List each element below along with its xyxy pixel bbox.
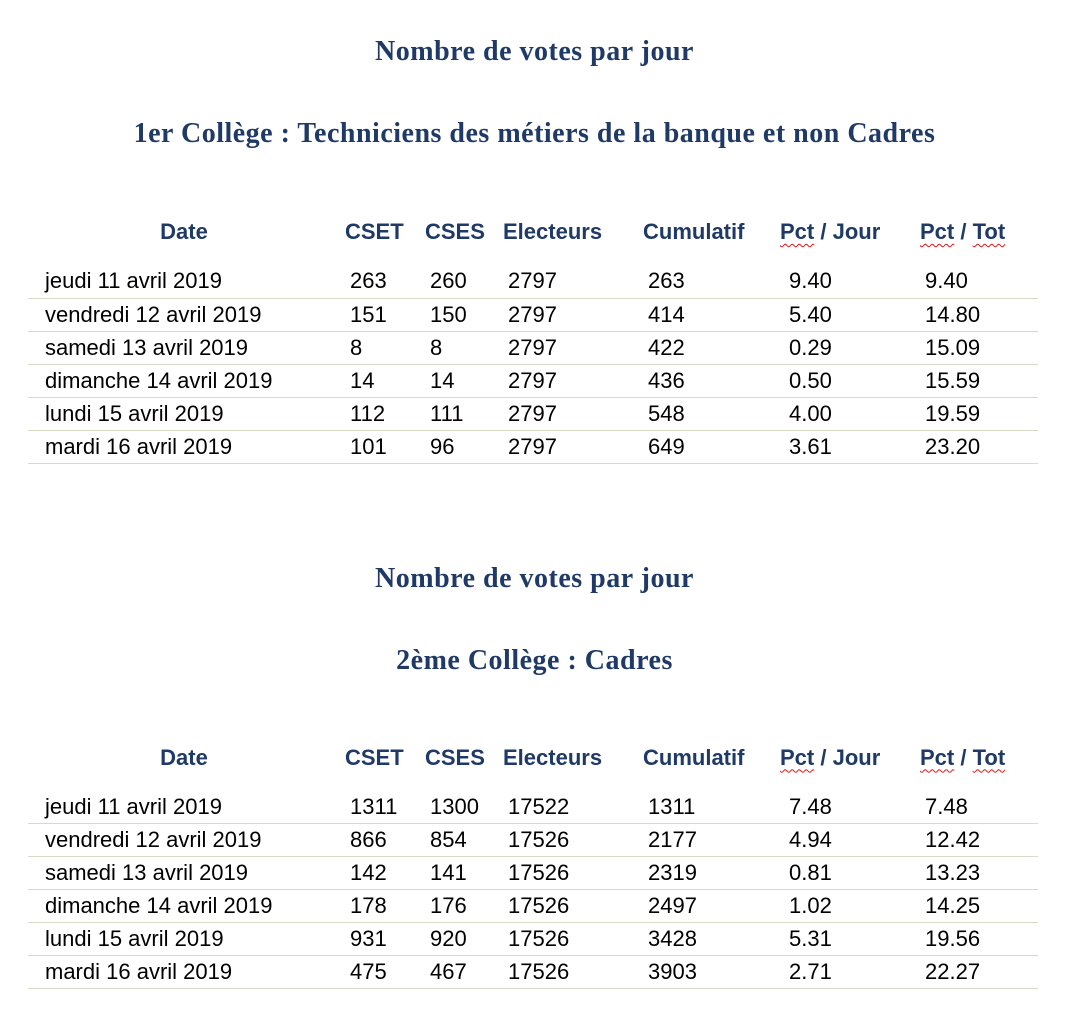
cumulatif-cell: 2177 — [638, 824, 775, 857]
pct-tot-cell: 12.42 — [915, 824, 1038, 857]
table-row — [28, 430, 1038, 463]
electeurs-cell: 2797 — [498, 331, 638, 364]
cumulatif-cell: 3428 — [638, 923, 775, 956]
pct-jour-cell: 4.00 — [775, 397, 915, 430]
column-header-cumulatif — [638, 736, 775, 791]
cset-cell: 8 — [340, 331, 420, 364]
cset-cell: 112 — [340, 397, 420, 430]
pct-jour-cell: 1.02 — [775, 890, 915, 923]
pct-tot-cell: 23.20 — [915, 430, 1038, 463]
column-header-pct-jour — [775, 210, 915, 265]
cses-cell: 176 — [420, 890, 498, 923]
header-text: Cumulatif — [643, 744, 745, 770]
column-header-electeurs — [498, 210, 638, 265]
electeurs-cell: 17526 — [498, 923, 638, 956]
pct-jour-cell: 5.40 — [775, 298, 915, 331]
cumulatif-cell: 414 — [638, 298, 775, 331]
cset-cell: 178 — [340, 890, 420, 923]
pct-tot-cell: 15.09 — [915, 331, 1038, 364]
cses-cell: 141 — [420, 857, 498, 890]
table-header-row — [28, 736, 1038, 791]
pct-jour-cell: 9.40 — [775, 265, 915, 298]
date-cell: vendredi 12 avril 2019 — [28, 824, 340, 857]
pct-tot-cell: 15.59 — [915, 364, 1038, 397]
cses-cell: 8 — [420, 331, 498, 364]
header-text: Cumulatif — [643, 219, 745, 244]
cses-cell: 920 — [420, 923, 498, 956]
misspelled-word: Pct — [780, 744, 815, 770]
table-row — [28, 298, 1038, 331]
column-header-electeurs — [498, 736, 638, 791]
date-cell: samedi 13 avril 2019 — [28, 857, 340, 890]
date-cell: samedi 13 avril 2019 — [28, 331, 340, 364]
pct-jour-cell: 2.71 — [775, 956, 915, 989]
table-row — [28, 265, 1038, 298]
header-text: Date — [160, 219, 208, 244]
electeurs-cell: 17522 — [498, 791, 638, 824]
pct-jour-cell: 0.50 — [775, 364, 915, 397]
column-header-cset — [340, 736, 420, 791]
cset-cell: 142 — [340, 857, 420, 890]
header-text: / Jour — [814, 744, 881, 770]
pct-jour-cell: 7.48 — [775, 791, 915, 824]
table-row — [28, 331, 1038, 364]
header-text: Date — [160, 744, 208, 770]
column-header-date — [28, 210, 340, 265]
cumulatif-cell: 2319 — [638, 857, 775, 890]
electeurs-cell: 2797 — [498, 364, 638, 397]
table-header-row — [28, 210, 1038, 265]
college-2-subtitle: 2ème Collège : Cadres — [396, 644, 673, 676]
cset-cell: 1311 — [340, 791, 420, 824]
column-header-pct-tot — [915, 736, 1038, 791]
date-cell: dimanche 14 avril 2019 — [28, 890, 340, 923]
report-title-2: Nombre de votes par jour — [375, 562, 694, 594]
electeurs-cell: 2797 — [498, 430, 638, 463]
electeurs-cell: 2797 — [498, 265, 638, 298]
header-text: / — [954, 219, 973, 244]
pct-jour-cell: 5.31 — [775, 923, 915, 956]
date-cell: jeudi 11 avril 2019 — [28, 265, 340, 298]
cses-cell: 111 — [420, 397, 498, 430]
column-header-pct-jour — [775, 736, 915, 791]
cumulatif-cell: 263 — [638, 265, 775, 298]
misspelled-word: Pct — [780, 219, 815, 244]
cset-cell: 931 — [340, 923, 420, 956]
header-text: Electeurs — [503, 219, 603, 244]
electeurs-cell: 2797 — [498, 298, 638, 331]
cses-cell: 467 — [420, 956, 498, 989]
pct-tot-cell: 14.80 — [915, 298, 1038, 331]
electeurs-cell: 17526 — [498, 890, 638, 923]
cumulatif-cell: 436 — [638, 364, 775, 397]
header-text: CSES — [425, 219, 485, 244]
table-row — [28, 923, 1038, 956]
pct-tot-cell: 22.27 — [915, 956, 1038, 989]
table-row — [28, 397, 1038, 430]
votes-table-college-1 — [28, 210, 1038, 464]
section-college-1 — [0, 0, 1069, 464]
cset-cell: 151 — [340, 298, 420, 331]
column-header-cses — [420, 736, 498, 791]
table-body — [28, 265, 1038, 463]
date-cell: lundi 15 avril 2019 — [28, 923, 340, 956]
cumulatif-cell: 548 — [638, 397, 775, 430]
table-row — [28, 956, 1038, 989]
cset-cell: 14 — [340, 364, 420, 397]
header-text: / — [954, 744, 973, 770]
cset-cell: 263 — [340, 265, 420, 298]
cset-cell: 101 — [340, 430, 420, 463]
electeurs-cell: 17526 — [498, 824, 638, 857]
column-header-cses — [420, 210, 498, 265]
table-row — [28, 857, 1038, 890]
date-cell: mardi 16 avril 2019 — [28, 956, 340, 989]
cumulatif-cell: 1311 — [638, 791, 775, 824]
report-title-1: Nombre de votes par jour — [375, 36, 694, 67]
misspelled-word: Tot — [972, 219, 1006, 244]
section-college-2 — [0, 560, 1069, 990]
header-text: CSET — [345, 219, 404, 244]
date-cell: dimanche 14 avril 2019 — [28, 364, 340, 397]
cumulatif-cell: 649 — [638, 430, 775, 463]
pct-tot-cell: 7.48 — [915, 791, 1038, 824]
electeurs-cell: 17526 — [498, 857, 638, 890]
column-header-pct-tot — [915, 210, 1038, 265]
header-text: / Jour — [814, 219, 881, 244]
votes-table-college-2 — [28, 736, 1038, 990]
table-row — [28, 824, 1038, 857]
date-cell: mardi 16 avril 2019 — [28, 430, 340, 463]
misspelled-word: Tot — [972, 744, 1006, 770]
date-cell: jeudi 11 avril 2019 — [28, 791, 340, 824]
cses-cell: 1300 — [420, 791, 498, 824]
date-cell: lundi 15 avril 2019 — [28, 397, 340, 430]
electeurs-cell: 2797 — [498, 397, 638, 430]
pct-jour-cell: 4.94 — [775, 824, 915, 857]
misspelled-word: Pct — [920, 744, 955, 770]
pct-tot-cell: 9.40 — [915, 265, 1038, 298]
pct-tot-cell: 19.56 — [915, 923, 1038, 956]
cses-cell: 150 — [420, 298, 498, 331]
college-1-subtitle: 1er Collège : Techniciens des métiers de la banque et non Cadres — [133, 118, 936, 149]
header-text: Electeurs — [503, 744, 603, 770]
table-row — [28, 364, 1038, 397]
pct-jour-cell: 3.61 — [775, 430, 915, 463]
column-header-date — [28, 736, 340, 791]
date-cell: vendredi 12 avril 2019 — [28, 298, 340, 331]
cses-cell: 260 — [420, 265, 498, 298]
cumulatif-cell: 3903 — [638, 956, 775, 989]
pct-tot-cell: 14.25 — [915, 890, 1038, 923]
pct-jour-cell: 0.29 — [775, 331, 915, 364]
electeurs-cell: 17526 — [498, 956, 638, 989]
cses-cell: 854 — [420, 824, 498, 857]
cses-cell: 96 — [420, 430, 498, 463]
pct-tot-cell: 13.23 — [915, 857, 1038, 890]
cses-cell: 14 — [420, 364, 498, 397]
pct-tot-cell: 19.59 — [915, 397, 1038, 430]
cset-cell: 866 — [340, 824, 420, 857]
cset-cell: 475 — [340, 956, 420, 989]
column-header-cset — [340, 210, 420, 265]
header-text: CSES — [425, 744, 485, 770]
pct-jour-cell: 0.81 — [775, 857, 915, 890]
cumulatif-cell: 422 — [638, 331, 775, 364]
cumulatif-cell: 2497 — [638, 890, 775, 923]
table-row — [28, 791, 1038, 824]
header-text: CSET — [345, 744, 404, 770]
table-body — [28, 791, 1038, 989]
misspelled-word: Pct — [920, 219, 955, 244]
table-row — [28, 890, 1038, 923]
column-header-cumulatif — [638, 210, 775, 265]
